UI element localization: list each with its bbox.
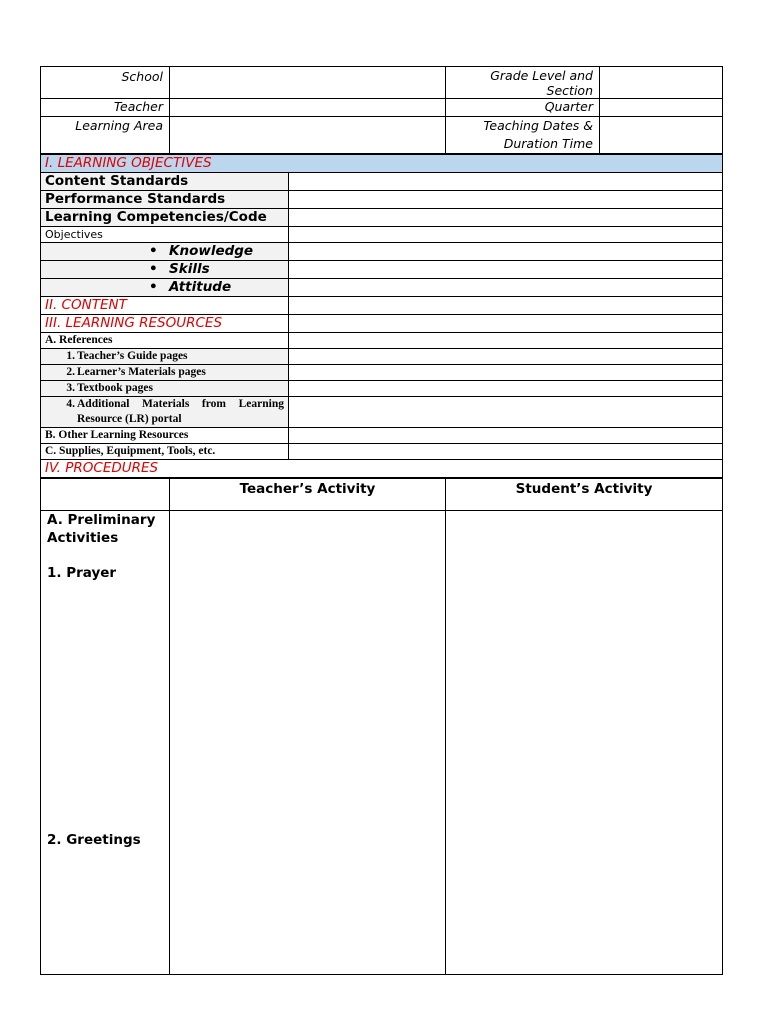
- teachers-guide-field[interactable]: [289, 349, 723, 365]
- objectives-label: Objectives: [41, 227, 289, 243]
- bullet-icon: •: [149, 261, 158, 277]
- quarter-label: Quarter: [446, 99, 600, 117]
- supplies-label: C. Supplies, Equipment, Tools, etc.: [41, 444, 289, 460]
- resource-number: 3.: [66, 382, 75, 394]
- learning-resources-field[interactable]: [289, 315, 723, 333]
- student-activity-field[interactable]: [446, 511, 723, 975]
- grade-level-label: Grade Level and Section: [446, 67, 600, 99]
- content-standards-label: Content Standards: [41, 173, 289, 191]
- references-label: A. References: [41, 333, 289, 349]
- teacher-label: Teacher: [41, 99, 170, 117]
- supplies-field[interactable]: [289, 444, 723, 460]
- resource-number: 1.: [66, 350, 75, 362]
- bullet-icon: •: [149, 279, 158, 295]
- teaching-dates-label: [446, 117, 600, 154]
- prayer-label: 1. Prayer: [47, 565, 117, 581]
- teaching-dates-field[interactable]: [600, 117, 723, 154]
- content-field[interactable]: [289, 297, 723, 315]
- procedures-table: [40, 478, 723, 975]
- bullet-icon: •: [149, 243, 158, 259]
- attitude-label: Attitude: [169, 279, 232, 295]
- knowledge-item: [41, 243, 289, 261]
- procedure-steps-cell: [41, 511, 170, 975]
- objectives-field[interactable]: [289, 227, 723, 243]
- header-table: [40, 66, 723, 154]
- learning-objectives-heading: I. LEARNING OBJECTIVES: [41, 155, 723, 173]
- teacher-activity-header: Teacher’s Activity: [170, 479, 446, 511]
- attitude-item: [41, 279, 289, 297]
- skills-item: [41, 261, 289, 279]
- teaching-dates-text: Teaching Dates &: [483, 118, 593, 133]
- resource-item-teachers-guide: [41, 349, 289, 365]
- preliminary-activities-label: A. Preliminary Activities: [47, 512, 156, 546]
- additional-materials-field[interactable]: [289, 397, 723, 428]
- resource-number: 2.: [66, 366, 75, 378]
- school-label: School: [41, 67, 170, 99]
- other-resources-label: B. Other Learning Resources: [41, 428, 289, 444]
- resource-number: 4.: [66, 398, 75, 410]
- attitude-field[interactable]: [289, 279, 723, 297]
- other-resources-field[interactable]: [289, 428, 723, 444]
- competencies-label: Learning Competencies/Code: [41, 209, 289, 227]
- school-field[interactable]: [170, 67, 446, 99]
- performance-standards-field[interactable]: [289, 191, 723, 209]
- content-heading: II. CONTENT: [41, 297, 289, 315]
- content-standards-field[interactable]: [289, 173, 723, 191]
- objectives-table: [40, 154, 723, 478]
- student-activity-header: Student’s Activity: [446, 479, 723, 511]
- teacher-field[interactable]: [170, 99, 446, 117]
- grade-level-field[interactable]: [600, 67, 723, 99]
- resource-item-additional-materials: [41, 397, 289, 428]
- quarter-field[interactable]: [600, 99, 723, 117]
- resource-label: Learner’s Materials pages: [77, 366, 206, 378]
- teacher-activity-field[interactable]: [170, 511, 446, 975]
- skills-label: Skills: [169, 261, 210, 277]
- knowledge-label: Knowledge: [169, 243, 254, 259]
- skills-field[interactable]: [289, 261, 723, 279]
- textbook-field[interactable]: [289, 381, 723, 397]
- resource-label: Additional Materials from Learning Resource (LR) portal: [77, 398, 284, 425]
- learning-resources-heading: III. LEARNING RESOURCES: [41, 315, 289, 333]
- resource-item-textbook: [41, 381, 289, 397]
- performance-standards-label: Performance Standards: [41, 191, 289, 209]
- greetings-label: 2. Greetings: [47, 832, 141, 848]
- resource-item-learners-materials: [41, 365, 289, 381]
- learning-area-field[interactable]: [170, 117, 446, 154]
- lesson-plan-form: [40, 66, 722, 975]
- competencies-field[interactable]: [289, 209, 723, 227]
- learning-area-label: Learning Area: [41, 117, 170, 154]
- learners-materials-field[interactable]: [289, 365, 723, 381]
- duration-time-text: Duration Time: [503, 136, 593, 151]
- resource-label: Teacher’s Guide pages: [77, 350, 188, 362]
- procedures-corner-cell: [41, 479, 170, 511]
- procedures-heading: IV. PROCEDURES: [41, 460, 723, 478]
- references-field[interactable]: [289, 333, 723, 349]
- resource-label: Textbook pages: [77, 382, 153, 394]
- knowledge-field[interactable]: [289, 243, 723, 261]
